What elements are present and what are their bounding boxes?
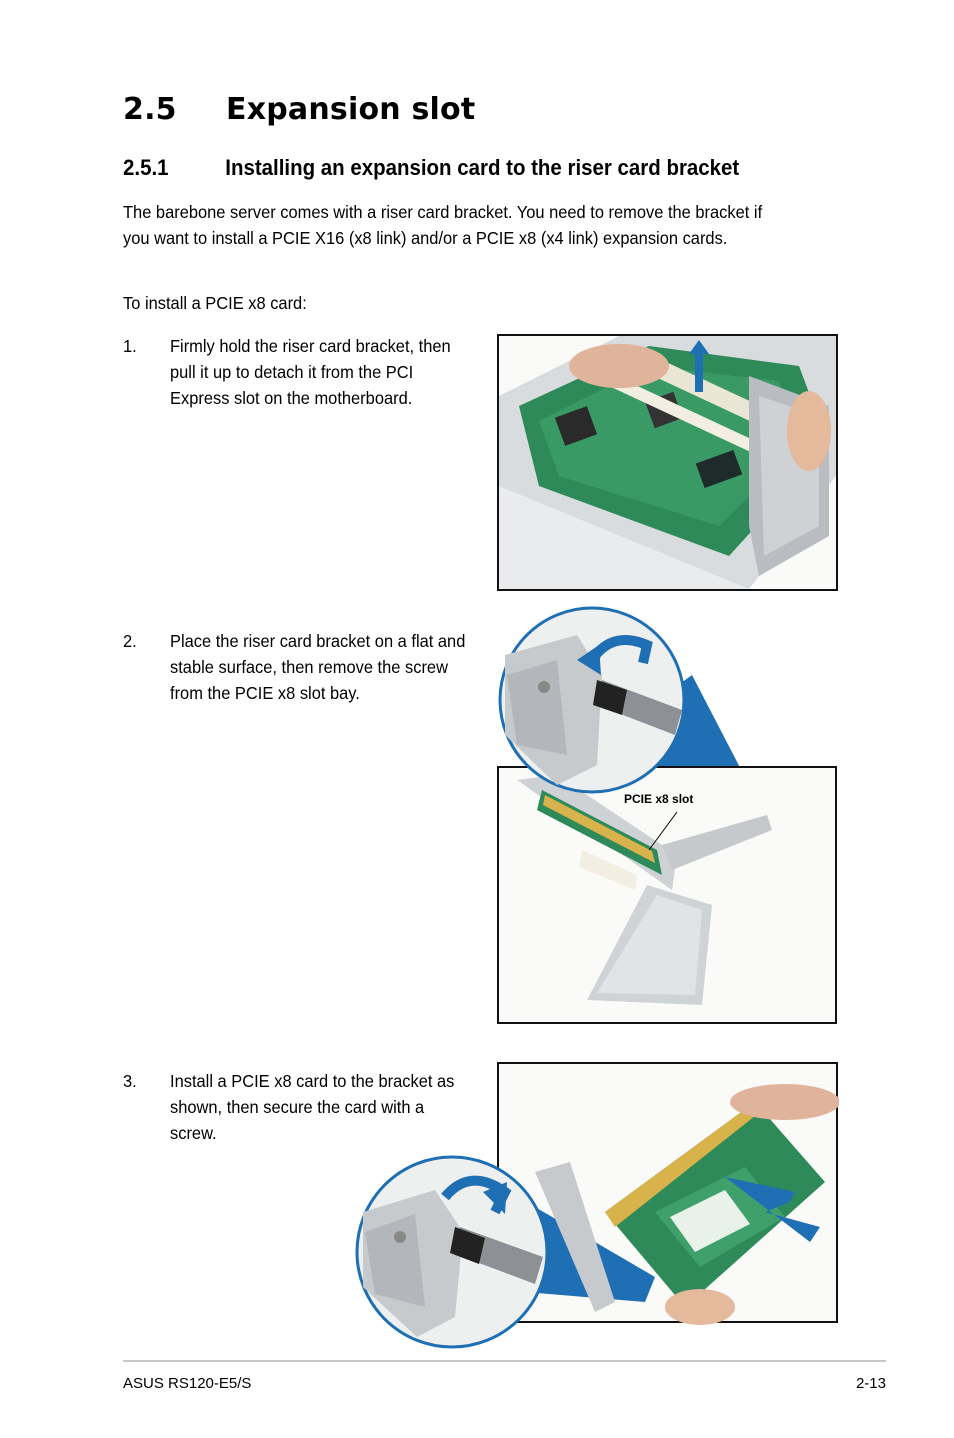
subsection-heading: [123, 155, 739, 181]
pcie-slot-label: PCIE x8 slot: [624, 792, 694, 806]
riser-bracket-figure: [497, 605, 838, 1025]
subsection-number: 2.5.1: [123, 155, 169, 180]
riser-removal-illustration: [499, 336, 836, 589]
section-title: Expansion slot: [226, 92, 476, 127]
step-number: 3.: [123, 1071, 137, 1091]
lead-paragraph: To install a PCIE x8 card:: [123, 293, 307, 313]
step-text: Place the riser card bracket on a flat and stable surface, then remove the screw from the PCIE x8 slot bay.: [170, 631, 466, 703]
step-number: 2.: [123, 631, 137, 651]
section-number: 2.5: [123, 92, 177, 127]
step-text: Firmly hold the riser card bracket, then pull it up to detach it from the PCI Express slot on the motherboard.: [170, 336, 451, 408]
card-install-figure: [355, 1062, 839, 1358]
footer-page-number: 2-13: [855, 1375, 886, 1392]
footer-divider: [123, 1360, 886, 1362]
step-text: Install a PCIE x8 card to the bracket as shown, then secure the card with a screw.: [170, 1071, 455, 1143]
subsection-title: Installing an expansion card to the riser card bracket: [225, 155, 740, 180]
intro-paragraph: The barebone server comes with a riser card bracket. You need to remove the bracket if you want to install a PCIE X16 (x8 link) and/or a PCIE x8 (x4 link) expansion cards.: [123, 202, 763, 248]
section-heading: [123, 92, 475, 127]
step-number: 1.: [123, 336, 137, 356]
footer-model: ASUS RS120-E5/S: [123, 1375, 252, 1392]
riser-removal-photo: [497, 334, 838, 591]
